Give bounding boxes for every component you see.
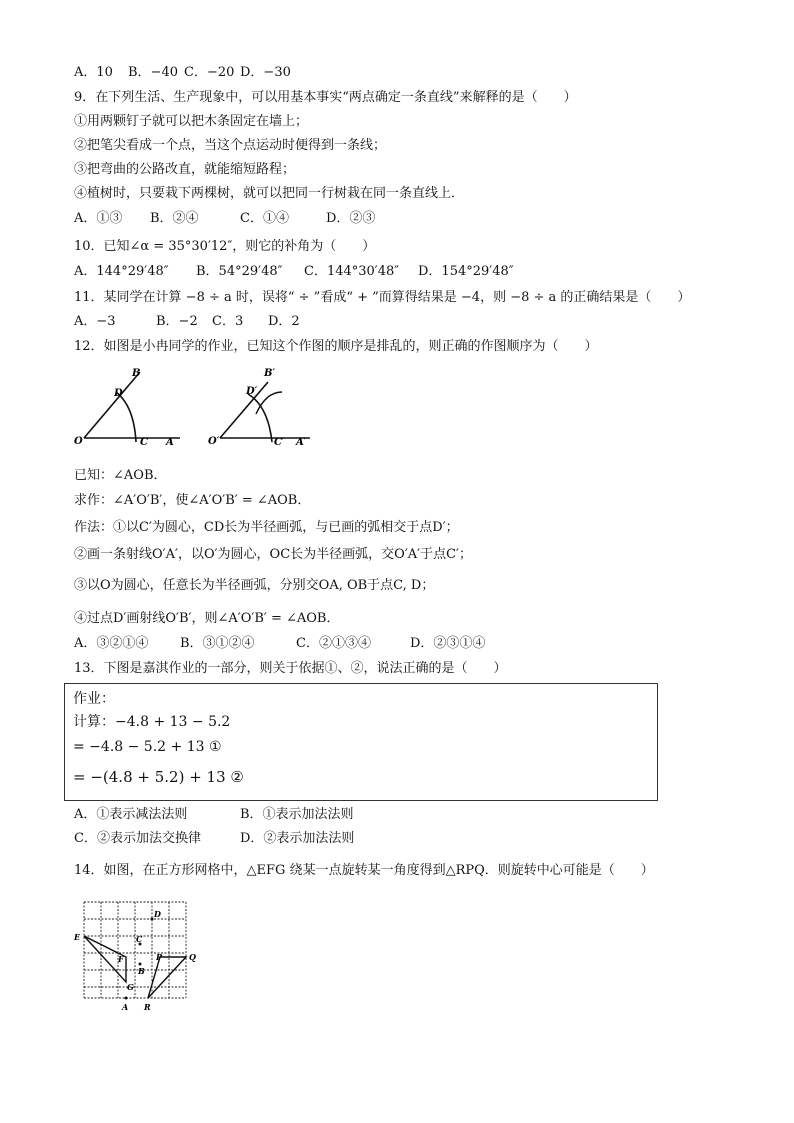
label-o: O	[74, 436, 83, 447]
grid-label-a: A	[122, 1002, 129, 1012]
q14-stem: 14．如图，在正方形网格中，△EFG 绕某一点旋转某一角度得到△RPQ．则旋转中心可能是（ ）	[74, 863, 654, 878]
q10-stem: 10．已知∠α = 35°30′12″，则它的补角为（ ）	[74, 239, 376, 254]
q9-option-b: B．②④	[150, 211, 199, 226]
q13-option-d: D．②表示加法法则	[240, 831, 355, 846]
grid-label-q: Q	[189, 952, 196, 962]
q9-stem: 9．在下列生活、生产现象中，可以用基本事实“两点确定一条直线”来解释的是（ ）	[74, 90, 577, 105]
q12-figures	[70, 362, 330, 454]
label-d: D	[114, 388, 123, 399]
angle-aob-figure	[74, 368, 180, 448]
grid-label-e: E	[74, 932, 81, 942]
grid-label-d: D	[154, 909, 161, 919]
angle-a-o-b-prime-figure	[208, 368, 310, 448]
q10-option-a: A．144°29′48″	[74, 264, 169, 279]
homework-line-1: 计算：−4.8 + 13 − 5.2	[73, 714, 231, 730]
q10-option-c: C．144°30′48″	[304, 264, 400, 279]
label-o-prime: O′	[208, 436, 220, 447]
q9-item-4: ④植树时，只要栽下两棵树，就可以把同一行树栽在同一条直线上．	[74, 186, 465, 201]
grid-label-f: F	[118, 954, 124, 964]
q12-step-3: ③以O为圆心，任意长为半径画弧，分别交OA, OB于点C, D；	[74, 578, 435, 593]
homework-line-2: = −4.8 − 5.2 + 13 ①	[73, 739, 222, 755]
label-d-prime: D′	[246, 386, 258, 397]
grid-label-r: R	[144, 1002, 151, 1012]
q9-option-a: A．①③	[74, 211, 123, 226]
q11-option-d: D．2	[268, 314, 300, 329]
label-a-prime: A′	[296, 437, 307, 448]
q11-stem: 11．某同学在计算 −8 ÷ a 时，误将“ ÷ ”看成“ + ”而算得结果是 −4，则 −8 ÷ a 的正确结果是（ ）	[74, 290, 691, 305]
q13-option-a: A．①表示减法法则	[74, 807, 188, 822]
label-a: A	[166, 437, 174, 448]
q8-option-c: C．−20	[184, 65, 235, 80]
q8-option-d: D．−30	[240, 65, 291, 80]
q12-option-c: C．②①③④	[296, 636, 371, 651]
q8-option-a: A．10	[74, 65, 113, 80]
grid-lines	[84, 902, 186, 998]
q9-item-1: ①用两颗钉子就可以把木条固定在墙上；	[74, 114, 309, 129]
q12-step-2: ②画一条射线O′A′，以O′为圆心，OC长为半径画弧，交O′A′于点C′；	[74, 547, 473, 562]
q12-required: 求作：∠A′O′B′，使∠A′O′B′ = ∠AOB．	[74, 493, 311, 508]
q13-option-c: C．②表示加法交换律	[74, 831, 201, 846]
q12-stem: 12．如图是小冉同学的作业，已知这个作图的顺序是排乱的，则正确的作图顺序为（ ）	[74, 339, 598, 354]
q13-option-b: B．①表示加法法则	[240, 807, 354, 822]
q11-option-b: B．−2	[156, 314, 198, 329]
q10-option-d: D．154°29′48″	[418, 264, 514, 279]
label-c: C	[140, 437, 148, 448]
grid-label-b: B	[138, 966, 145, 976]
q8-option-b: B．−40	[128, 65, 178, 80]
q12-step-4: ④过点D′画射线O′B′，则∠A′O′B′ = ∠AOB．	[74, 611, 340, 626]
homework-line-3: = −(4.8 + 5.2) + 13 ②	[73, 768, 244, 786]
label-b-prime: B′	[264, 368, 276, 379]
q12-step-1: 作法：①以C′为圆心，CD长为半径画弧，与已画的弧相交于点D′；	[74, 520, 459, 535]
q10-option-b: B．54°29′48″	[196, 264, 283, 279]
q12-option-d: D．②③①④	[410, 636, 486, 651]
grid-label-c: C	[136, 934, 143, 944]
grid-label-p: P	[156, 952, 163, 962]
q14-grid-figure	[72, 894, 200, 1018]
q9-item-3: ③把弯曲的公路改直，就能缩短路程；	[74, 162, 296, 177]
q11-option-a: A．−3	[74, 314, 116, 329]
label-c-prime: C′	[274, 437, 285, 448]
q12-option-b: B．③①②④	[180, 636, 255, 651]
grid-label-g: G	[127, 982, 134, 992]
q12-option-a: A．③②①④	[74, 636, 149, 651]
q9-item-2: ②把笔尖看成一个点，当这个点运动时便得到一条线；	[74, 138, 387, 153]
q9-option-c: C．①④	[240, 211, 289, 226]
homework-box	[64, 683, 658, 801]
point-a	[125, 997, 128, 1000]
q9-option-d: D．②③	[326, 211, 376, 226]
q13-stem: 13．下图是嘉淇作业的一部分，则关于依据①、②，说法正确的是（ ）	[74, 661, 507, 676]
q11-option-c: C．3	[212, 314, 244, 329]
label-b: B	[132, 368, 141, 379]
homework-title: 作业：	[73, 691, 115, 707]
q12-known: 已知：∠AOB．	[74, 468, 167, 483]
